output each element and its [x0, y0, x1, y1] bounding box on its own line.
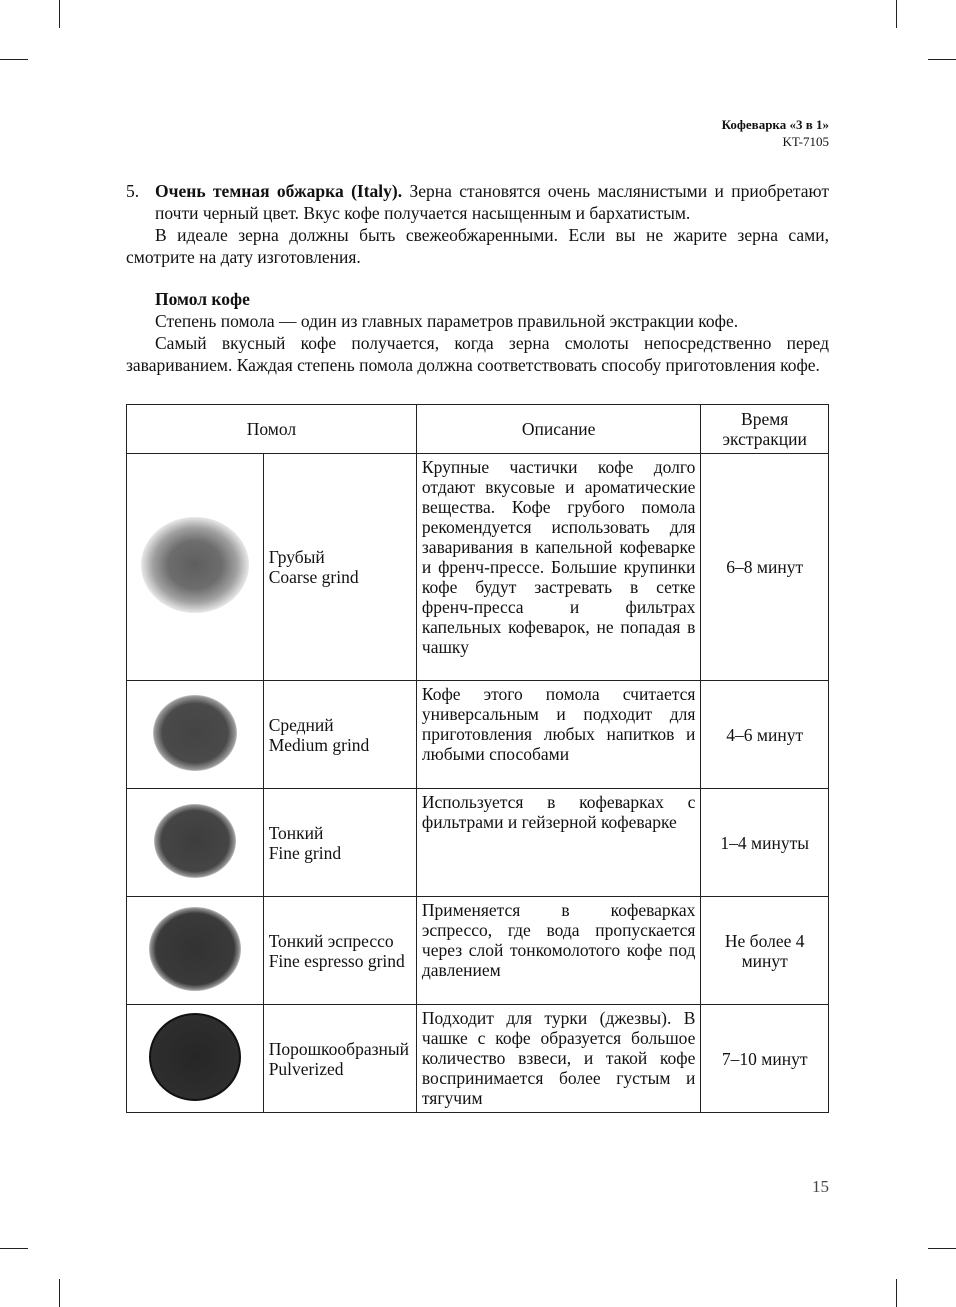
section-paragraph-2: Самый вкусный кофе получается, когда зерна смолоты непосредственно перед завариванием. Каждая степень помола должна соответствовать способу приготовления кофе. [126, 333, 829, 375]
header-time: Время экстракции [701, 405, 829, 454]
extraction-time: Не более 4 минут [701, 897, 829, 1005]
grind-name-cell [263, 1005, 416, 1113]
grind-name-ru: Средний [268, 714, 334, 735]
crop-mark [59, 0, 60, 28]
coarse-grind-image [141, 517, 249, 613]
grind-name-en: Coarse grind [268, 567, 359, 587]
grind-table [126, 404, 829, 1113]
header-description: Описание [416, 405, 701, 454]
extraction-time: 1–4 минуты [701, 789, 829, 897]
crop-mark [0, 1248, 28, 1249]
grind-description: Крупные частички кофе долго отдают вкусовые и ароматические вещества. Кофе грубого помола рекомендуется использовать для заваривания в капельной кофеварке и френч-прессе. Большие крупинки кофе будут застревать в сетке френч-пресса и фильтрах капельных кофеварок, не попадая в чашку [416, 454, 701, 681]
header-grind: Помол [127, 405, 417, 454]
crop-mark [0, 59, 28, 60]
grind-image-cell [127, 1005, 264, 1113]
note-paragraph: В идеале зерна должны быть свежеобжаренными. Если вы не жарите зерна сами, смотрите на дату изготовления. [126, 225, 829, 267]
table-row [127, 897, 829, 1005]
grind-description: Кофе этого помола считается универсальным и подходит для приготовления любых напитков и любыми способами [416, 681, 701, 789]
grind-name-ru: Тонкий эспрессо [268, 930, 394, 951]
crop-mark [896, 0, 897, 28]
section-paragraph-1: Степень помола — один из главных параметров правильной экстракции кофе. [155, 311, 739, 331]
grind-name-cell [263, 454, 416, 681]
grind-image-cell [127, 897, 264, 1005]
crop-mark [928, 1248, 956, 1249]
grind-description: Подходит для турки (джезвы). В чашке с кофе образуется большое количество взвеси, и такой кофе воспринимается более густым и тягучим [416, 1005, 701, 1113]
table-row [127, 1005, 829, 1113]
section-title: Помол кофе [155, 289, 250, 309]
medium-grind-image [153, 695, 237, 771]
grind-image-cell [127, 789, 264, 897]
grind-name-en: Fine espresso grind [268, 950, 405, 971]
grind-name-ru: Порошкообразный [268, 1038, 409, 1059]
pulverized-grind-image [149, 1013, 241, 1101]
product-name: Кофеварка «3 в 1» [721, 117, 829, 132]
crop-mark [59, 1279, 60, 1307]
grind-name-cell [263, 681, 416, 789]
grind-name-ru: Тонкий [268, 822, 324, 843]
table-row [127, 681, 829, 789]
list-item-number: 5. [126, 181, 140, 201]
espresso-grind-image [149, 907, 241, 991]
table-header-row [127, 405, 829, 454]
grind-name-en: Fine grind [268, 842, 342, 863]
crop-mark [896, 1279, 897, 1307]
table-row [127, 789, 829, 897]
list-item-5 [126, 180, 829, 224]
list-item-title: Очень темная обжарка (Italy). [155, 181, 403, 201]
table-row [127, 454, 829, 681]
grind-name-cell [263, 789, 416, 897]
grind-name-ru: Грубый [268, 547, 325, 567]
grind-name-en: Medium grind [268, 734, 370, 755]
grind-image-cell [127, 681, 264, 789]
model-number: KT-7105 [782, 134, 829, 149]
list-item-text: Зерна становятся очень маслянистыми и приобретают почти черный цвет. Вкус кофе получается насыщенным и бархатистым. [155, 181, 829, 223]
grind-description: Используется в кофеварках с фильтрами и гейзерной кофеварке [416, 789, 701, 897]
running-header [722, 116, 829, 150]
fine-grind-image [154, 804, 236, 878]
page-number: 15 [812, 1177, 829, 1196]
grind-name-cell [263, 897, 416, 1005]
crop-mark [928, 59, 956, 60]
grind-image-cell [127, 454, 264, 681]
grind-name-en: Pulverized [268, 1058, 344, 1079]
body-text [126, 180, 829, 376]
extraction-time: 6–8 минут [701, 454, 829, 681]
grind-description: Применяется в кофеварках эспрессо, где вода пропускается через слой тонкомолотого кофе под давлением [416, 897, 701, 1005]
extraction-time: 7–10 минут [701, 1005, 829, 1113]
extraction-time: 4–6 минут [701, 681, 829, 789]
